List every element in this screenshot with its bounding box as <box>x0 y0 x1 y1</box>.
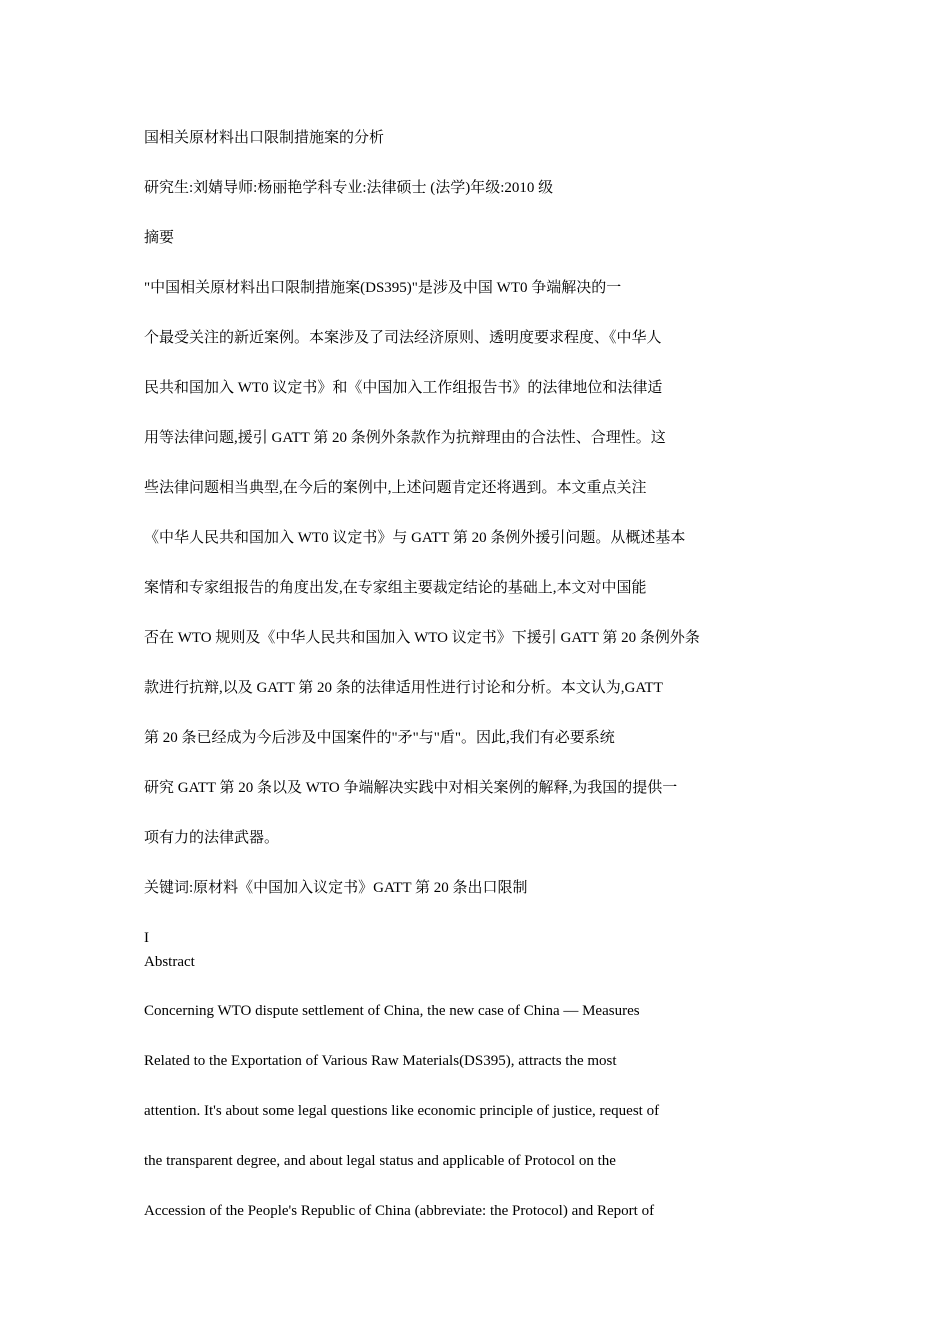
keywords: 关键词:原材料《中国加入议定书》GATT 第 20 条出口限制 <box>144 880 528 896</box>
author-meta: 研究生:刘婧导师:杨丽艳学科专业:法律硕士 (法学)年级:2010 级 <box>144 180 554 196</box>
abstract-cn-line: 些法律问题相当典型,在今后的案例中,上述问题肯定还将遇到。本文重点关注 <box>144 480 647 496</box>
abstract-cn-line: 用等法律问题,援引 GATT 第 20 条例外条款作为抗辩理由的合法性、合理性。这 <box>144 430 666 446</box>
abstract-cn-line: 案情和专家组报告的角度出发,在专家组主要裁定结论的基础上,本文对中国能 <box>144 580 647 596</box>
page-marker: I <box>144 930 149 946</box>
abstract-cn-line: 个最受关注的新近案例。本案涉及了司法经济原则、透明度要求程度、《中华人 <box>144 330 662 346</box>
abstract-cn-line: 民共和国加入 WT0 议定书》和《中国加入工作组报告书》的法律地位和法律适 <box>144 380 663 396</box>
abstract-cn-line: 第 20 条已经成为今后涉及中国案件的"矛"与"盾"。因此,我们有必要系统 <box>144 730 615 746</box>
abstract-en-heading: Abstract <box>144 954 195 970</box>
abstract-cn-line: 款进行抗辩,以及 GATT 第 20 条的法律适用性进行讨论和分析。本文认为,GATT <box>144 680 663 696</box>
abstract-cn-line: 《中华人民共和国加入 WT0 议定书》与 GATT 第 20 条例外援引问题。从概述基本 <box>144 530 686 546</box>
abstract-cn-line: 项有力的法律武器。 <box>144 830 280 846</box>
abstract-cn-line: 否在 WTO 规则及《中华人民共和国加入 WTO 议定书》下援引 GATT 第 20 条例外条 <box>144 630 700 646</box>
abstract-en-line: the transparent degree, and about legal status and applicable of Protocol on the <box>144 1153 616 1169</box>
document-title: 国相关原材料出口限制措施案的分析 <box>144 130 385 146</box>
abstract-en-line: Concerning WTO dispute settlement of China, the new case of China — Measures <box>144 1003 640 1019</box>
abstract-cn-line: 研究 GATT 第 20 条以及 WTO 争端解决实践中对相关案例的解释,为我国的提供一 <box>144 780 678 796</box>
abstract-cn-heading: 摘要 <box>144 230 175 246</box>
abstract-en-line: Accession of the People's Republic of China (abbreviate: the Protocol) and Report of <box>144 1203 655 1219</box>
abstract-cn-line: "中国相关原材料出口限制措施案(DS395)"是涉及中国 WT0 争端解决的一 <box>144 280 622 296</box>
abstract-en-line: Related to the Exportation of Various Raw Materials(DS395), attracts the most <box>144 1053 617 1069</box>
abstract-en-line: attention. It's about some legal questions like economic principle of justice, request of <box>144 1103 660 1119</box>
